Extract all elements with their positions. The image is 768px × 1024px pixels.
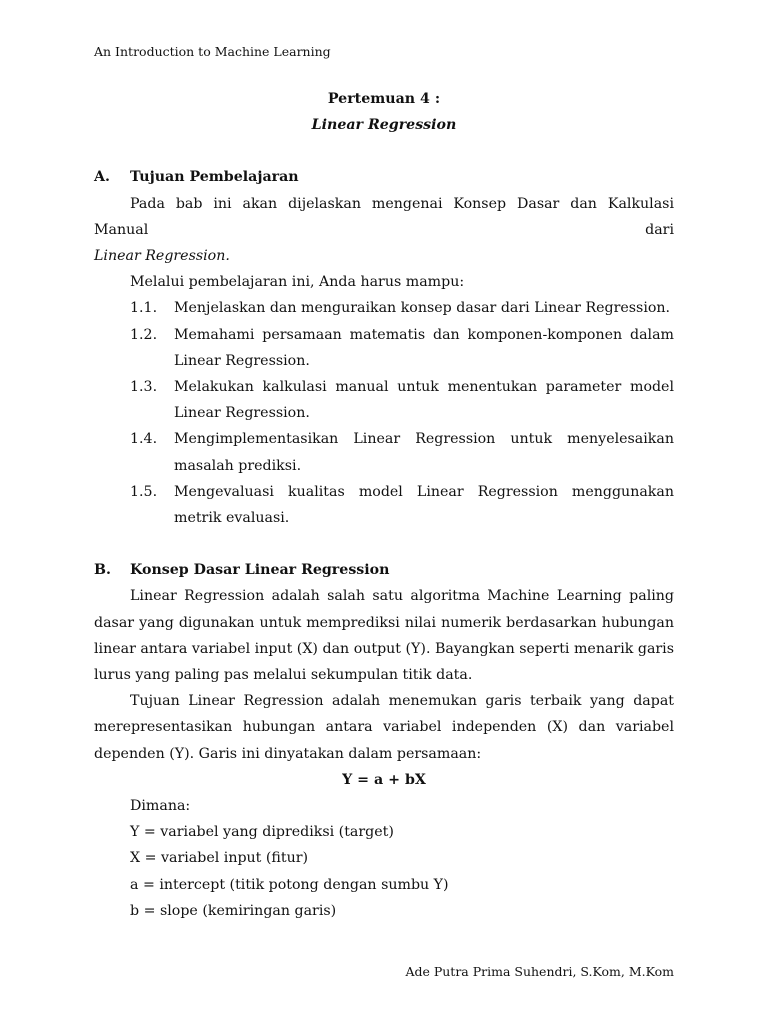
objective-text: Menjelaskan dan menguraikan konsep dasar dari Linear Regression. bbox=[174, 300, 671, 317]
definition-item: Y = variabel yang diprediksi (target) bbox=[130, 824, 394, 841]
spacer bbox=[94, 531, 674, 557]
objective-text: Mengimplementasikan Linear Regression untuk menyelesaikan masalah prediksi. bbox=[174, 431, 674, 474]
definition-item: a = intercept (titik potong dengan sumbu Y) bbox=[130, 876, 449, 893]
section-b-title: Konsep Dasar Linear Regression bbox=[130, 562, 390, 579]
section-b-paragraph-1: Linear Regression adalah salah satu algoritma Machine Learning paling dasar yang digunakan untuk memprediksi nilai numerik berdasarkan hubungan linear antara variabel input (X) dan output (Y). Bayangkan seperti menarik garis lurus yang paling pas melalui sekumpulan titik data. bbox=[94, 588, 674, 684]
objective-number: 1.1. bbox=[130, 300, 158, 317]
regression-equation: Y = a + bX bbox=[342, 771, 426, 788]
document-body bbox=[94, 86, 674, 924]
objective-item bbox=[94, 479, 674, 531]
objectives-lead: Melalui pembelajaran ini, Anda harus mampu: bbox=[130, 274, 465, 291]
objective-number: 1.5. bbox=[130, 483, 158, 500]
section-a-intro bbox=[94, 191, 674, 243]
objective-item bbox=[94, 426, 674, 478]
spacer bbox=[94, 138, 674, 164]
objective-number: 1.4. bbox=[130, 431, 158, 448]
running-footer: Ade Putra Prima Suhendri, S.Kom, M.Kom bbox=[405, 964, 674, 979]
running-header: An Introduction to Machine Learning bbox=[94, 44, 331, 59]
objective-number: 1.3. bbox=[130, 379, 158, 396]
meeting-title: Pertemuan 4 : bbox=[327, 91, 441, 107]
objective-item bbox=[94, 374, 674, 426]
section-a-title: Tujuan Pembelajaran bbox=[130, 169, 299, 186]
section-a-letter: A. bbox=[94, 169, 110, 186]
objective-text: Melakukan kalkulasi manual untuk menentukan parameter model Linear Regression. bbox=[174, 379, 674, 422]
topic-title: Linear Regression bbox=[311, 117, 457, 134]
objective-item bbox=[94, 295, 674, 321]
objective-number: 1.2. bbox=[130, 326, 158, 343]
section-b-paragraph-2: Tujuan Linear Regression adalah menemukan garis terbaik yang dapat merepresentasikan hubungan antara variabel independen (X) dan variabel dependen (Y). Garis ini dinyatakan dalam persamaan: bbox=[94, 693, 674, 762]
intro-text: Pada bab ini akan dijelaskan mengenai Konsep Dasar dan Kalkulasi Manual dari bbox=[94, 195, 674, 238]
where-label: Dimana: bbox=[130, 798, 191, 815]
section-b-letter: B. bbox=[94, 562, 111, 579]
definition-item: b = slope (kemiringan garis) bbox=[130, 902, 337, 919]
intro-topic: Linear Regression. bbox=[94, 248, 230, 265]
definition-item: X = variabel input (fitur) bbox=[130, 850, 309, 867]
section-b-heading bbox=[94, 557, 674, 583]
section-a-heading bbox=[94, 164, 674, 190]
objective-item bbox=[94, 322, 674, 374]
objective-text: Memahami persamaan matematis dan komponen-komponen dalam Linear Regression. bbox=[174, 326, 674, 369]
objective-text: Mengevaluasi kualitas model Linear Regression menggunakan metrik evaluasi. bbox=[174, 483, 674, 527]
